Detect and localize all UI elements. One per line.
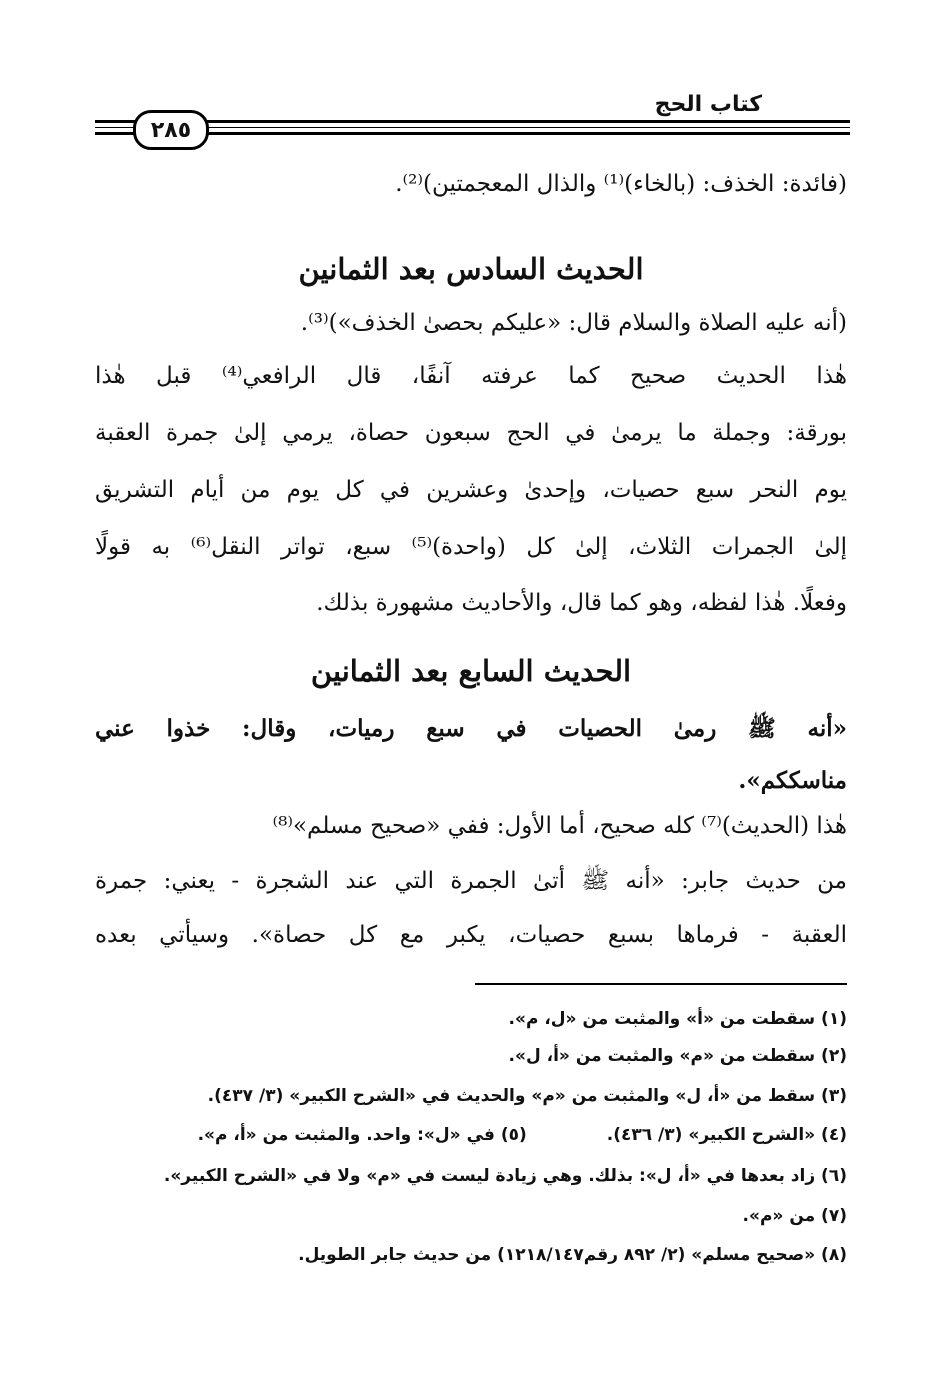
heading-hadith-86: الحديث السادس بعد الثمانين	[298, 252, 644, 286]
footnote-1: (١) سقطت من «أ» والمثبت من «ل، م».	[508, 1009, 847, 1029]
footnote-4-5-row	[95, 1118, 847, 1152]
paragraph-2-line-3: العقبة - فرماها بسبع حصيات، يكبر مع كل حصاة». وسيأتي بعده	[95, 922, 847, 948]
footnote-2: (٢) سقطت من «م» والمثبت من «أ، ل».	[508, 1046, 847, 1066]
hadith-87-line-2: مناسككم».	[738, 767, 847, 794]
heading-hadith-87: الحديث السابع بعد الثمانين	[310, 654, 632, 688]
footnote-7: (٧) من «م».	[742, 1206, 847, 1226]
footnote-4: (٤) «الشرح الكبير» (٣/ ٤٣٦).	[606, 1125, 847, 1145]
faida-line: (فائدة: الخذف: (بالخاء)⁽¹⁾ والذال المعجمتين)⁽²⁾.	[395, 171, 847, 197]
hadith-87-line-1: «أنه ﷺ رمىٰ الحصيات في سبع رميات، وقال: خذوا عني	[95, 715, 847, 742]
paragraph-2-line-2: من حديث جابر: «أنه ﷺ أتىٰ الجمرة التي عند الشجرة - يعني: جمرة	[95, 868, 847, 894]
footnote-6: (٦) زاد بعدها في «أ، ل»: بذلك. وهي زيادة ليست في «م» ولا في «الشرح الكبير».	[163, 1166, 847, 1186]
paragraph-1-line-3: يوم النحر سبع حصيات، وإحدىٰ وعشرين في كل يوم من أيام التشريق	[95, 477, 847, 503]
hadith-86-text: (أنه عليه الصلاة والسلام قال: «عليكم بحصىٰ الخذف»)⁽³⁾.	[300, 310, 847, 336]
running-header-title: كتاب الحج	[654, 92, 762, 117]
paragraph-1-line-2: بورقة: وجملة ما يرمىٰ في الحج سبعون حصاة، يرمي إلىٰ جمرة العقبة	[95, 420, 847, 446]
paragraph-1-line-5: وفعلًا. هٰذا لفظه، وهو كما قال، والأحاديث مشهورة بذلك.	[316, 590, 847, 616]
page-number-badge: ٢٨٥	[133, 110, 209, 150]
paragraph-2-line-1: هٰذا (الحديث)⁽⁷⁾ كله صحيح، أما الأول: ففي «صحيح مسلم»⁽⁸⁾	[272, 813, 847, 839]
footnote-5: (٥) في «ل»: واحد. والمثبت من «أ، م».	[197, 1125, 527, 1145]
footnote-3: (٣) سقط من «أ، ل» والمثبت من «م» والحديث في «الشرح الكبير» (٣/ ٤٣٧).	[207, 1086, 847, 1106]
footnote-separator	[475, 983, 847, 985]
paragraph-1-line-1: هٰذا الحديث صحيح كما عرفته آنفًا، قال الرافعي⁽⁴⁾ قبل هٰذا	[95, 363, 847, 389]
footnote-8: (٨) «صحيح مسلم» (٢/ ٨٩٢ رقم١٢١٨/١٤٧) من حديث جابر الطويل.	[298, 1245, 847, 1265]
paragraph-1-line-4: إلىٰ الجمرات الثلاث، إلىٰ كل (واحدة)⁽⁵⁾ سبع، تواتر النقل⁽⁶⁾ به قولًا	[95, 534, 847, 560]
